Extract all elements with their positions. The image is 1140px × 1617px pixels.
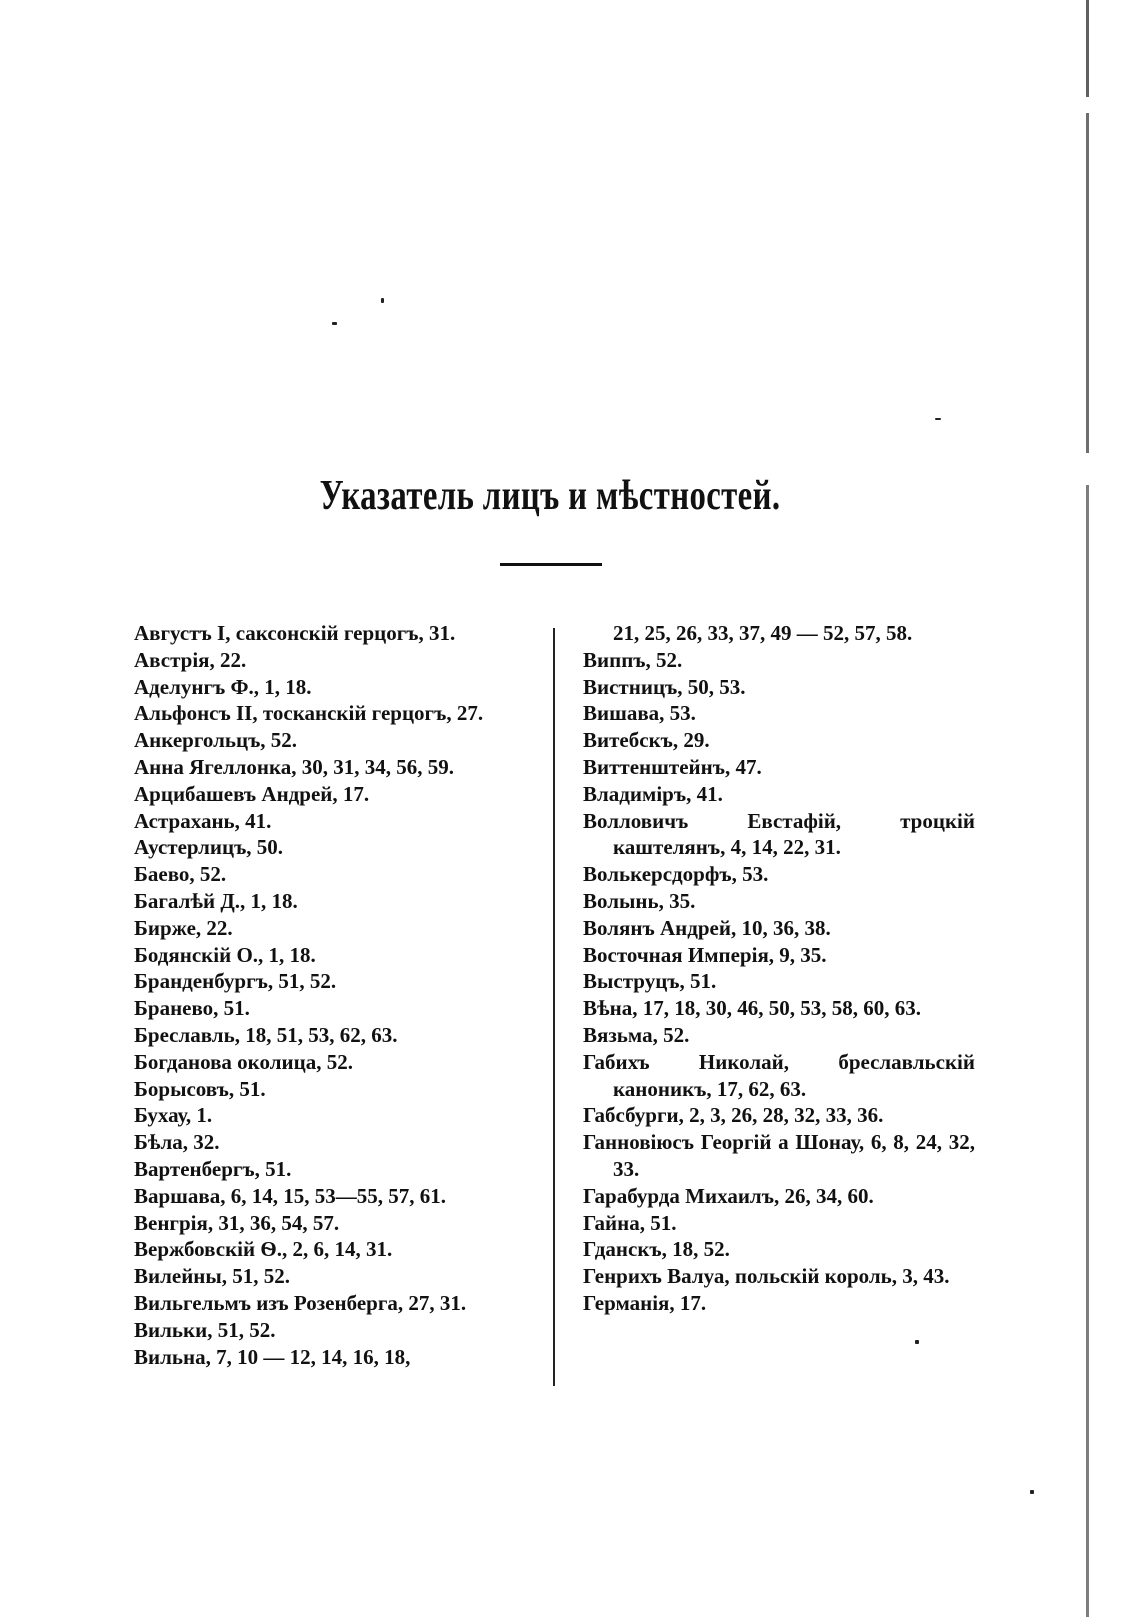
index-right-column bbox=[583, 620, 975, 1317]
title-rule bbox=[500, 563, 602, 566]
index-entry: Волькерсдорфъ, 53. bbox=[583, 862, 769, 887]
index-entry: Виттенштейнъ, 47. bbox=[583, 754, 762, 779]
index-entry: Бранденбургъ, 51, 52. bbox=[134, 969, 337, 994]
index-entry: Аделунгъ Ф., 1, 18. bbox=[134, 674, 312, 699]
index-entry: Вартенбергъ, 51. bbox=[134, 1156, 292, 1181]
page-edge-shadow bbox=[1086, 0, 1089, 1617]
index-entry: Вязьма, 52. bbox=[583, 1022, 690, 1047]
ink-speck bbox=[915, 1340, 919, 1344]
index-entry: Вишава, 53. bbox=[583, 701, 696, 726]
index-entry: Гданскъ, 18, 52. bbox=[583, 1237, 730, 1262]
index-entry-continuation: 21, 25, 26, 33, 37, 49 — 52, 57, 58. bbox=[613, 621, 913, 645]
index-entry: Бѣла, 32. bbox=[134, 1130, 220, 1155]
index-entry: Габихъ Николай, бреславльскій каноникъ, 17, 62, 63. bbox=[583, 1049, 975, 1101]
ink-speck bbox=[332, 322, 337, 325]
index-entry: Вержбовскій Ѳ., 2, 6, 14, 31. bbox=[134, 1237, 393, 1262]
index-entry: Анкергольцъ, 52. bbox=[134, 728, 298, 753]
index-entry: Восточная Имперія, 9, 35. bbox=[583, 942, 827, 967]
index-entry: Гарабурда Михаилъ, 26, 34, 60. bbox=[583, 1183, 874, 1208]
index-entry: Волынь, 35. bbox=[583, 888, 696, 913]
index-entry: Бухау, 1. bbox=[134, 1103, 213, 1128]
index-entry: Аустерлицъ, 50. bbox=[134, 835, 284, 860]
index-entry: Бирже, 22. bbox=[134, 915, 233, 940]
index-entry: Выструцъ, 51. bbox=[583, 969, 717, 994]
index-entry: Волянъ Андрей, 10, 36, 38. bbox=[583, 915, 831, 940]
index-entry: Габсбурги, 2, 3, 26, 28, 32, 33, 36. bbox=[583, 1103, 884, 1128]
index-entry: Арцибашевъ Андрей, 17. bbox=[134, 781, 370, 806]
index-entry: Вѣна, 17, 18, 30, 46, 50, 53, 58, 60, 63. bbox=[583, 996, 921, 1021]
index-entry: Богданова околица, 52. bbox=[134, 1049, 353, 1074]
index-entry: Баево, 52. bbox=[134, 862, 227, 887]
index-entry: Бреславль, 18, 51, 53, 62, 63. bbox=[134, 1022, 398, 1047]
page-title: Указатель лицъ и мѣстностей. bbox=[319, 473, 781, 519]
column-divider bbox=[553, 628, 555, 1386]
index-entry: Вильки, 51, 52. bbox=[134, 1317, 276, 1342]
index-entry: Бодянскій О., 1, 18. bbox=[134, 942, 316, 967]
index-entry: Багалѣй Д., 1, 18. bbox=[134, 888, 298, 913]
index-entry: Владиміръ, 41. bbox=[583, 781, 723, 806]
index-entry: Альфонсъ II, тосканскій герцогъ, 27. bbox=[134, 701, 484, 726]
index-entry: Бранево, 51. bbox=[134, 996, 250, 1021]
index-entry: Борысовъ, 51. bbox=[134, 1076, 266, 1101]
index-entry: Августъ I, саксонскій герцогъ, 31. bbox=[134, 621, 456, 645]
index-entry: Вильна, 7, 10 — 12, 14, 16, 18, bbox=[134, 1344, 411, 1369]
index-entry: Витебскъ, 29. bbox=[583, 728, 710, 753]
index-entry: Гайна, 51. bbox=[583, 1210, 677, 1235]
index-entry: Венгрія, 31, 36, 54, 57. bbox=[134, 1210, 340, 1235]
index-entry: Анна Ягеллонка, 30, 31, 34, 56, 59. bbox=[134, 754, 455, 779]
index-left-column bbox=[134, 620, 530, 1370]
index-entry: Вилейны, 51, 52. bbox=[134, 1264, 291, 1289]
ink-speck bbox=[1030, 1490, 1034, 1494]
index-entry: Австрія, 22. bbox=[134, 647, 247, 672]
ink-speck bbox=[381, 298, 384, 303]
index-entry: Вильгельмъ изъ Розенберга, 27, 31. bbox=[134, 1290, 467, 1315]
index-entry: Ганновіюсъ Георгій а Шонау, 6, 8, 24, 32, 33. bbox=[583, 1130, 975, 1181]
index-entry: Германія, 17. bbox=[583, 1290, 707, 1315]
ink-speck bbox=[935, 418, 941, 420]
index-entry: Варшава, 6, 14, 15, 53—55, 57, 61. bbox=[134, 1183, 447, 1208]
index-entry: Виппъ, 52. bbox=[583, 647, 683, 672]
index-entry: Вистницъ, 50, 53. bbox=[583, 674, 746, 699]
index-entry: Волловичъ Евстафій, троцкій каштелянъ, 4, 14, 22, 31. bbox=[583, 808, 975, 860]
index-entry: Генрихъ Валуа, польскій король, 3, 43. bbox=[583, 1264, 950, 1289]
index-entry: Астрахань, 41. bbox=[134, 808, 272, 833]
